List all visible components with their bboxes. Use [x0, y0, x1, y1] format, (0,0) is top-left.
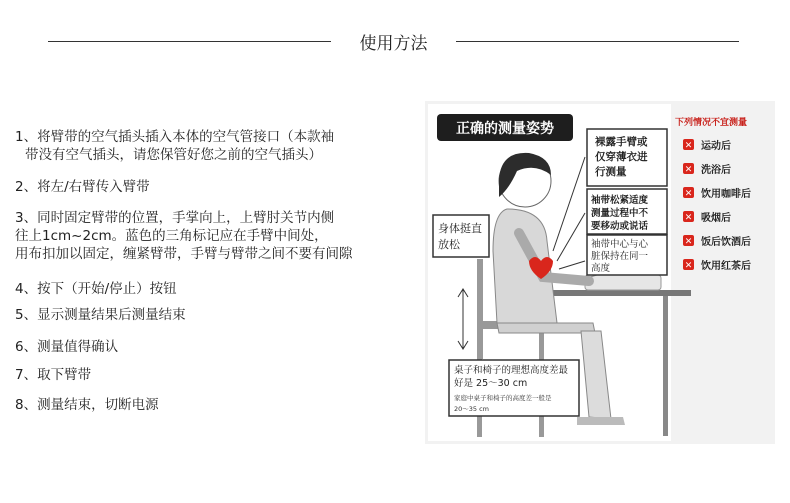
x-mark-glyph: ✕	[684, 261, 693, 271]
side-list-item-2: 洗浴后	[701, 165, 731, 176]
note-sit-upright-line-1: 身体挺直	[438, 222, 482, 235]
step-3-line-2: 往上1cm~2cm。蓝色的三角标记应在手臂中间处，	[15, 228, 328, 244]
step-8	[15, 396, 415, 414]
heading-text: 正确的测量姿势	[456, 121, 554, 137]
side-list-item-1: 运动后	[701, 141, 731, 152]
side-list-item-6: 饮用红茶后	[701, 261, 751, 272]
step-1	[15, 128, 415, 164]
step-7-line-1: 7、取下臂带	[15, 367, 92, 383]
height-note-small-line-2: 20～35 cm	[454, 405, 490, 413]
x-mark-glyph: ✕	[684, 165, 693, 175]
step-7	[15, 366, 415, 384]
step-4-line-1: 4、按下（开始/停止）按钮	[15, 281, 177, 297]
step-3	[15, 209, 415, 263]
x-mark-glyph: ✕	[684, 141, 693, 151]
height-note-line-2: 好是 25～30 cm	[454, 378, 528, 389]
posture-illustration	[425, 101, 775, 444]
step-4	[15, 280, 415, 298]
step-8-line-1: 8、测量结束，切断电源	[15, 397, 159, 413]
step-2-line-1: 2、将左/右臂传入臂带	[15, 179, 150, 195]
step-5	[15, 306, 415, 324]
step-6	[15, 338, 415, 356]
note-bare-arm-line-1: 裸露手臂或	[595, 136, 648, 148]
monitor-device	[585, 275, 661, 290]
note-cuff-tightness-line-1: 袖带松紧适度	[591, 195, 649, 206]
note-heart-level-line-3: 高度	[591, 263, 611, 274]
note-heart-level-line-2: 脏保持在同一	[591, 251, 649, 262]
step-1-line-2: 带没有空气插头，请您保管好您之前的空气插头）	[25, 147, 322, 163]
step-6-line-1: 6、测量值得确认	[15, 339, 119, 355]
header-divider-left	[48, 41, 331, 42]
step-1-line-1: 1、将臂带的空气插头插入本体的空气管接口（本款袖	[15, 129, 335, 145]
table-leg	[663, 296, 668, 436]
x-mark-glyph: ✕	[684, 189, 693, 199]
table-top	[543, 290, 691, 296]
x-mark-glyph: ✕	[684, 237, 693, 247]
posture-illustration-svg	[425, 101, 775, 444]
section-title: 使用方法	[359, 34, 428, 54]
step-5-line-1: 5、显示测量结果后测量结束	[15, 307, 186, 323]
step-2	[15, 178, 415, 196]
note-cuff-tightness-line-3: 要移动或说话	[591, 221, 649, 232]
step-3-line-1: 3、同时固定臂带的位置，手掌向上，上臂肘关节内侧	[15, 210, 335, 226]
side-list-title: 下列情况不宜测量	[675, 118, 748, 128]
note-cuff-tightness-line-2: 测量过程中不	[591, 208, 649, 219]
side-list-item-3: 饮用咖啡后	[701, 189, 751, 200]
note-bare-arm-line-3: 行测量	[595, 166, 627, 178]
step-3-line-3: 用布扣加以固定，缠紧臂带，手臂与臂带之间不要有间隙	[15, 246, 353, 262]
person-thigh	[497, 323, 595, 333]
side-list-item-5: 饭后饮酒后	[701, 237, 751, 248]
side-list-item-4: 吸烟后	[701, 213, 731, 224]
height-note-small-line-1: 家庭中桌子和椅子的高度差一般是	[454, 394, 552, 402]
section-header	[0, 22, 790, 62]
height-note-line-1: 桌子和椅子的理想高度差最	[454, 365, 569, 376]
note-heart-level-line-1: 袖带中心与心	[591, 239, 649, 250]
x-mark-glyph: ✕	[684, 213, 693, 223]
person-feet	[577, 417, 625, 425]
note-sit-upright-line-2: 放松	[438, 238, 460, 251]
header-divider-right	[456, 41, 739, 42]
note-bare-arm-line-2: 仅穿薄衣进	[595, 151, 648, 163]
